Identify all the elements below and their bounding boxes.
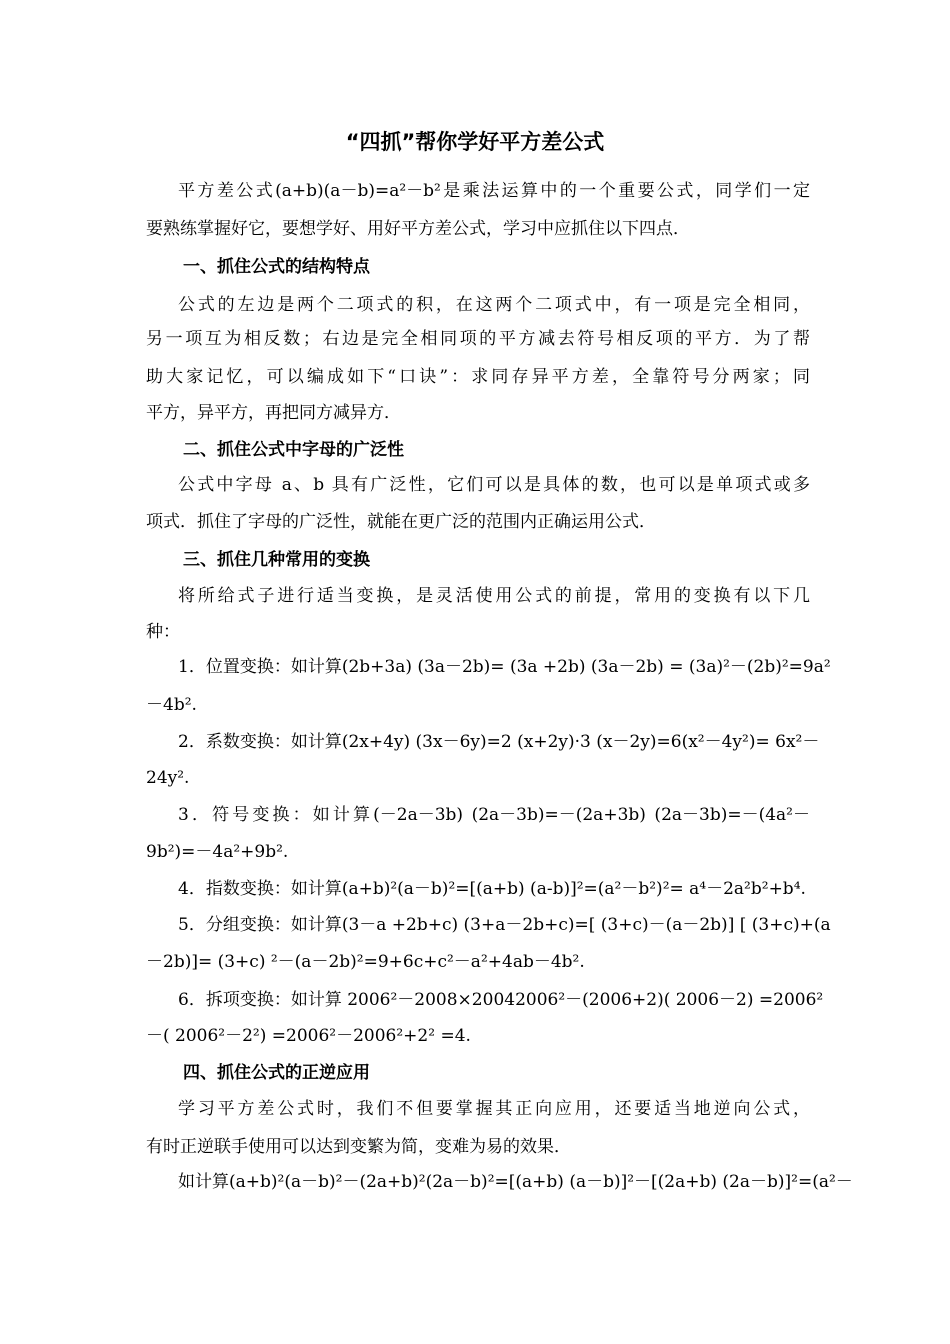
list-item-line: 1．位置变换：如计算(2b+3a) (3a－2b)= (3a +2b) (3a－2b) = (3a)²－(2b)²=9a² — [178, 657, 831, 677]
list-item-line: 24y². — [146, 768, 190, 788]
list-item-line: －( 2006²－2²) =2006²－2006²+2² =4. — [146, 1026, 471, 1046]
intro-line: 平方差公式(a+b)(a－b)=a²－b²是乘法运算中的一个重要公式，同学们一定 — [178, 181, 810, 201]
section-heading: 三、抓住几种常用的变换 — [183, 550, 370, 570]
paragraph-line: 有时正逆联手使用可以达到变繁为简，变难为易的效果． — [146, 1137, 571, 1157]
list-item-line: 5．分组变换：如计算(3－a +2b+c) (3+a－2b+c)=[ (3+c)－(a－2b)] [ (3+c)+(a — [178, 915, 831, 935]
paragraph-line: 公式的左边是两个二项式的积，在这两个二项式中，有一项是完全相同， — [178, 295, 810, 315]
list-item-line: 9b²)=－4a²+9b². — [146, 842, 289, 862]
list-item-line: －2b)]= (3+c) ²－(a－2b)²=9+6c+c²－a²+4ab－4b². — [146, 952, 585, 972]
paragraph-line: 如计算(a+b)²(a－b)²－(2a+b)²(2a－b)²=[(a+b) (a－b)]²－[(2a+b) (2a－b)]²=(a²－ — [178, 1172, 853, 1192]
document-title: “四抓”帮你学好平方差公式 — [345, 130, 605, 154]
paragraph-line: 项式．抓住了字母的广泛性，就能在更广泛的范围内正确运用公式． — [146, 512, 656, 532]
list-item-line: 4．指数变换：如计算(a+b)²(a－b)²=[(a+b) (a-b)]²=(a²－b²)²= a⁴－2a²b²+b⁴. — [178, 879, 806, 899]
list-item-line: 2．系数变换：如计算(2x+4y) (3x－6y)=2 (x+2y)·3 (x－2y)=6(x²－4y²)= 6x²－ — [178, 732, 820, 752]
paragraph-line: 平方，异平方，再把同方减异方． — [146, 403, 401, 423]
paragraph-line: 公式中字母 a、b 具有广泛性，它们可以是具体的数，也可以是单项式或多 — [178, 475, 810, 495]
list-item-line: 3．符号变换：如计算(－2a－3b) (2a－3b)=－(2a+3b) (2a－3b)=－(4a²－ — [178, 805, 810, 825]
paragraph-line: 学习平方差公式时，我们不但要掌握其正向应用，还要适当地逆向公式， — [178, 1099, 810, 1119]
paragraph-line: 将所给式子进行适当变换，是灵活使用公式的前提，常用的变换有以下几 — [178, 586, 810, 606]
section-heading: 四、抓住公式的正逆应用 — [183, 1063, 370, 1083]
section-heading: 二、抓住公式中字母的广泛性 — [183, 440, 404, 460]
paragraph-line: 助大家记忆，可以编成如下“口诀”：求同存异平方差，全靠符号分两家；同 — [146, 367, 810, 387]
list-item-line: －4b². — [146, 695, 197, 715]
list-item-line: 6．拆项变换：如计算 2006²－2008×20042006²－(2006+2)( 2006－2) =2006² — [178, 990, 824, 1010]
section-heading: 一、抓住公式的结构特点 — [183, 257, 370, 277]
intro-line: 要熟练掌握好它，要想学好、用好平方差公式，学习中应抓住以下四点． — [146, 219, 690, 239]
paragraph-line: 种： — [146, 622, 180, 642]
paragraph-line: 另一项互为相反数；右边是完全相同项的平方减去符号相反项的平方．为了帮 — [146, 329, 810, 349]
